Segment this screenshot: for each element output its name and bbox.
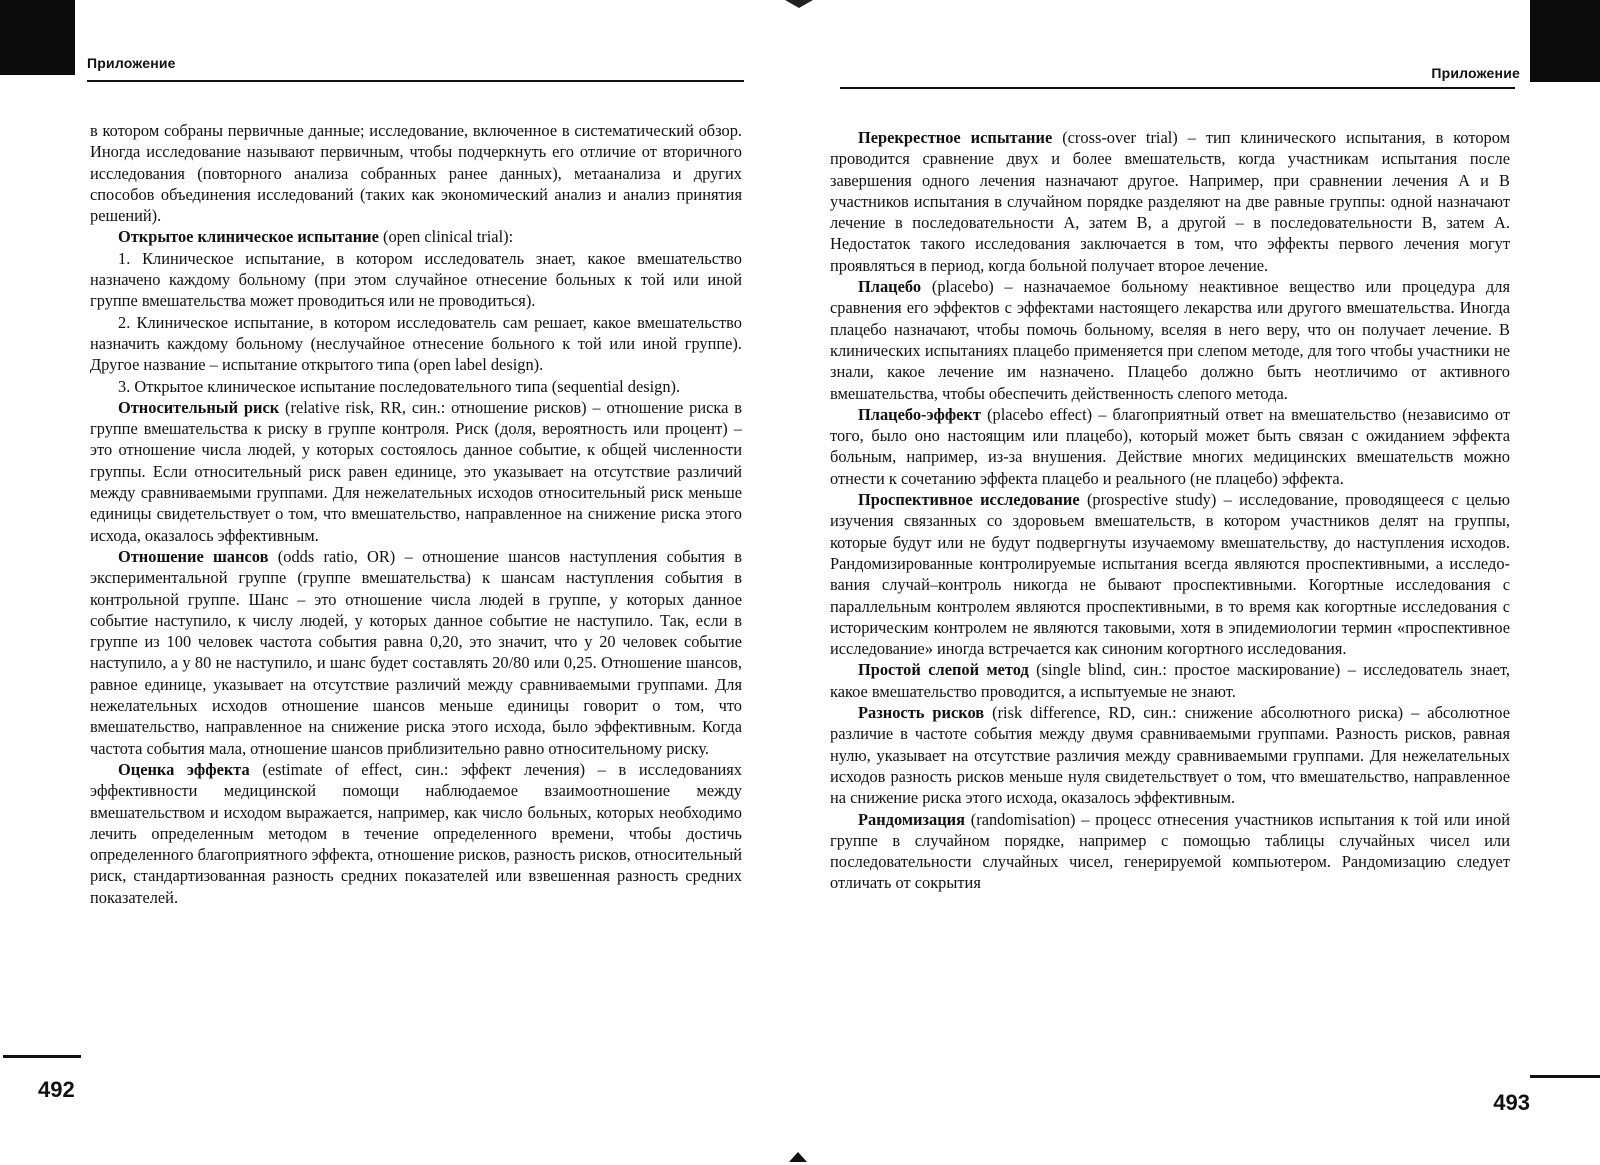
running-head-left: Приложение [87,55,176,71]
paragraph [90,120,742,226]
term-label: Плацебо-эффект [858,404,981,424]
term-label: Открытое клиническое испытание [118,227,379,247]
running-head-right: Приложение [1431,65,1520,81]
left-text-column [90,120,742,908]
paragraph-body: (odds ratio, OR) – отношение шансов наступления события в экспериментальной группе (группе вмешательства) к шансам наступления события в контрольной группе. Шанс – это отношение числа людей в группе, у которых данное событие наступило, к числу людей, у которых данное событие не наступило. Так, если в группе из 100 человек частота события равна 0,20, это значит, что у 20 человек событие наступило, а у 80 не наступило, и шанс будет составлять 20/80 или 0,25. Отношение шансов, равное единице, указывает на отсутствие различий между сравниваемыми группами. Для нежелательных исходов отношение шансов меньше единицы говорит о том, что вмешательство, направленное на снижение риска этого исхода, было эффективным. Когда частота события мала, отношение шансов приблизительно равно относительному риску. [90,546,742,758]
paragraph-body: 3. Открытое клиническое испытание последовательного типа (sequential design). [118,376,681,396]
paragraph [830,127,1510,276]
thumb-tab-right [1530,0,1600,82]
term-label: Перекрестное испытание [858,128,1053,147]
paragraph [90,759,742,908]
header-rule-left [87,80,744,82]
paragraph [830,809,1510,894]
paragraph [830,276,1510,404]
paragraph [830,702,1510,808]
gutter-mark-bottom [789,1152,807,1162]
term-label: Оценка эффекта [118,759,250,779]
thumb-tab-left [0,0,75,75]
paragraph [90,546,742,759]
paragraph [90,248,742,312]
gutter-mark-top [785,0,813,8]
term-label: Рандомизация [858,809,965,829]
page-number-right: 493 [1493,1090,1530,1115]
paragraph-body: (placebo) – назначаемое больному неактивное вещество или процедура для сравнения его эффектов с эффектами настоящего лекарства или другого вмешательства. Иногда плацебо назначают, чтобы помочь больному, вселяя в него веру, что он получает лечение. В клинических испытаниях плацебо применяется при слепом методе, для того чтобы участники не знали, какое лечение им назначено. Плацебо должно быть неотличимо от активного вмешательства, чтобы обеспечить действенность слепого метода. [830,277,1510,403]
paragraph-body: (cross-over trial) – тип клинического испытания, в котором проводится сравнение двух и более вмешательств, когда участникам испытания после завершения одного лечения назначают другое. Например, при сравнении лечения А и В участников испытания в случайном порядке разделяют на две равные группы: одной назначают лечение в последовательности А, затем В, а другой – в последовательности В, затем А. Недостаток такого исследования заключается в том, что эффекты первого лечения могут проявляться в период, когда больной получает второе лечение. [830,128,1510,275]
term-label: Разность рисков [858,703,985,723]
paragraph-body: (relative risk, RR, син.: отношение рисков) – отношение риска в группе вмешательства к риску в группе контроля. Риск (доля, вероятность или процент) – это отношение числа людей, у которых состоялось данное событие, к общей численности группы. Если относительный риск равен единице, это указывает на отсутствие различий между сравниваемыми группами. Для нежелательных исходов относительный риск меньше единицы свидетельствует о том, что вмешательство, направленное на снижение риска этого исхода, оказалось эффективным. [90,397,742,545]
paragraph-body: (randomisation) – процесс отнесения участников испытания к той или иной группе в случайном порядке, например с помощью таблицы случайных чисел или последовательности случайных чисел, генерируемой компьютером. Рандомизацию следует отличать от сокрытия [830,809,1510,893]
term-label: Плацебо [858,277,922,297]
paragraph [90,376,742,397]
paragraph [90,312,742,376]
edge-mark-left [3,1055,81,1058]
header-rule-right [840,87,1515,89]
paragraph [830,404,1510,489]
paragraph-body: 1. Клиническое испытание, в котором исследователь знает, какое вмешательство назначено каждому больному (при этом случайное отнесение больных к той или иной группе вмешательства может проводиться или не проводиться). [90,248,742,311]
paragraph-body: (estimate of effect, син.: эффект лечения) – в исследованиях эффективности медицинской помощи наблюдаемое взаимоотношение между вмешательством и исходом выражается, например, как число больных, которых необходимо лечить определенным методом в течение определенного времени, чтобы достичь определенного благоприятного эффекта, отношение рисков, разность рисков, относительный риск, стандартизованная разность средних показателей или взвешенная разность средних показателей. [90,759,742,907]
paragraph-body: (open clinical trial): [378,227,514,247]
paragraph [90,397,742,546]
right-text-column [830,127,1510,894]
paragraph-body: (prospective study) – исследование, проводящееся с целью изучения связанных со здоровьем вмешательств, в котором участников делят на группы, которые будут или не будут подвергнуты изучаемому вмешательству, до наступления исходов. Рандомизированные контролируемые испытания всегда являются проспективными, а исследования случай–контроль никогда не бывают проспективными. Когортные исследования с параллельным контролем являются проспективными, в то время как когортные исследования с историческим контролем не являются таковыми, хотя в эпидемиологии термин «проспективное исследование» иногда встречается как синоним когортного исследования. [830,490,1510,659]
paragraph [90,226,742,247]
paragraph-body: 2. Клиническое испытание, в котором исследователь сам решает, какое вмешательство назначить каждому больному (неслучайное отнесение больного к той или иной группе). Другое название – испытание открытого типа (open label design). [90,312,742,375]
paragraph-body: (single blind, син.: простое маскирование) – исследователь знает, какое вмешательство проводится, а испытуемые не знают. [830,660,1511,701]
term-label: Проспективное исследование [858,490,1080,510]
paragraph-body: (risk difference, RD, син.: снижение абсолютного риска) – абсолютное различие в частоте события между двумя сравниваемыми группами. Разность рисков, равная нулю, указывает на отсутствие различия между сравниваемыми группами. Для нежелательных исходов разность рисков меньше нуля свидетельствует о том, что вмешательство, направленное на снижение риска этого исхода, оказалось эффективным. [830,703,1510,808]
term-label: Отношение шансов [118,546,269,566]
edge-mark-right [1530,1075,1600,1078]
paragraph-body: (placebo effect) – благоприятный ответ на вмешательство (независимо от того, было оно настоящим или плацебо), который может быть связан с ожиданием эффекта больным, например, из-за внушения. Действие многих медицинских вмешательств можно отнести к сочетанию эффекта плацебо и реального (не плацебо) эффекта. [830,404,1510,488]
paragraph [830,489,1510,659]
page-number-left: 492 [38,1077,75,1102]
term-label: Простой слепой метод [858,660,1029,680]
right-page [800,0,1600,1165]
term-label: Относительный риск [118,397,280,417]
paragraph-body: в котором собраны первичные данные; исследование, включенное в систематический обзор. Иногда исследование называют первичным, чтобы подчеркнуть его отличие от вторичного исследования (повторного анализа собранных ранее данных), метаанализа и других способов объединения исследований (таких как экономический анализ и анализ принятия решений). [90,121,742,226]
paragraph [830,659,1510,702]
